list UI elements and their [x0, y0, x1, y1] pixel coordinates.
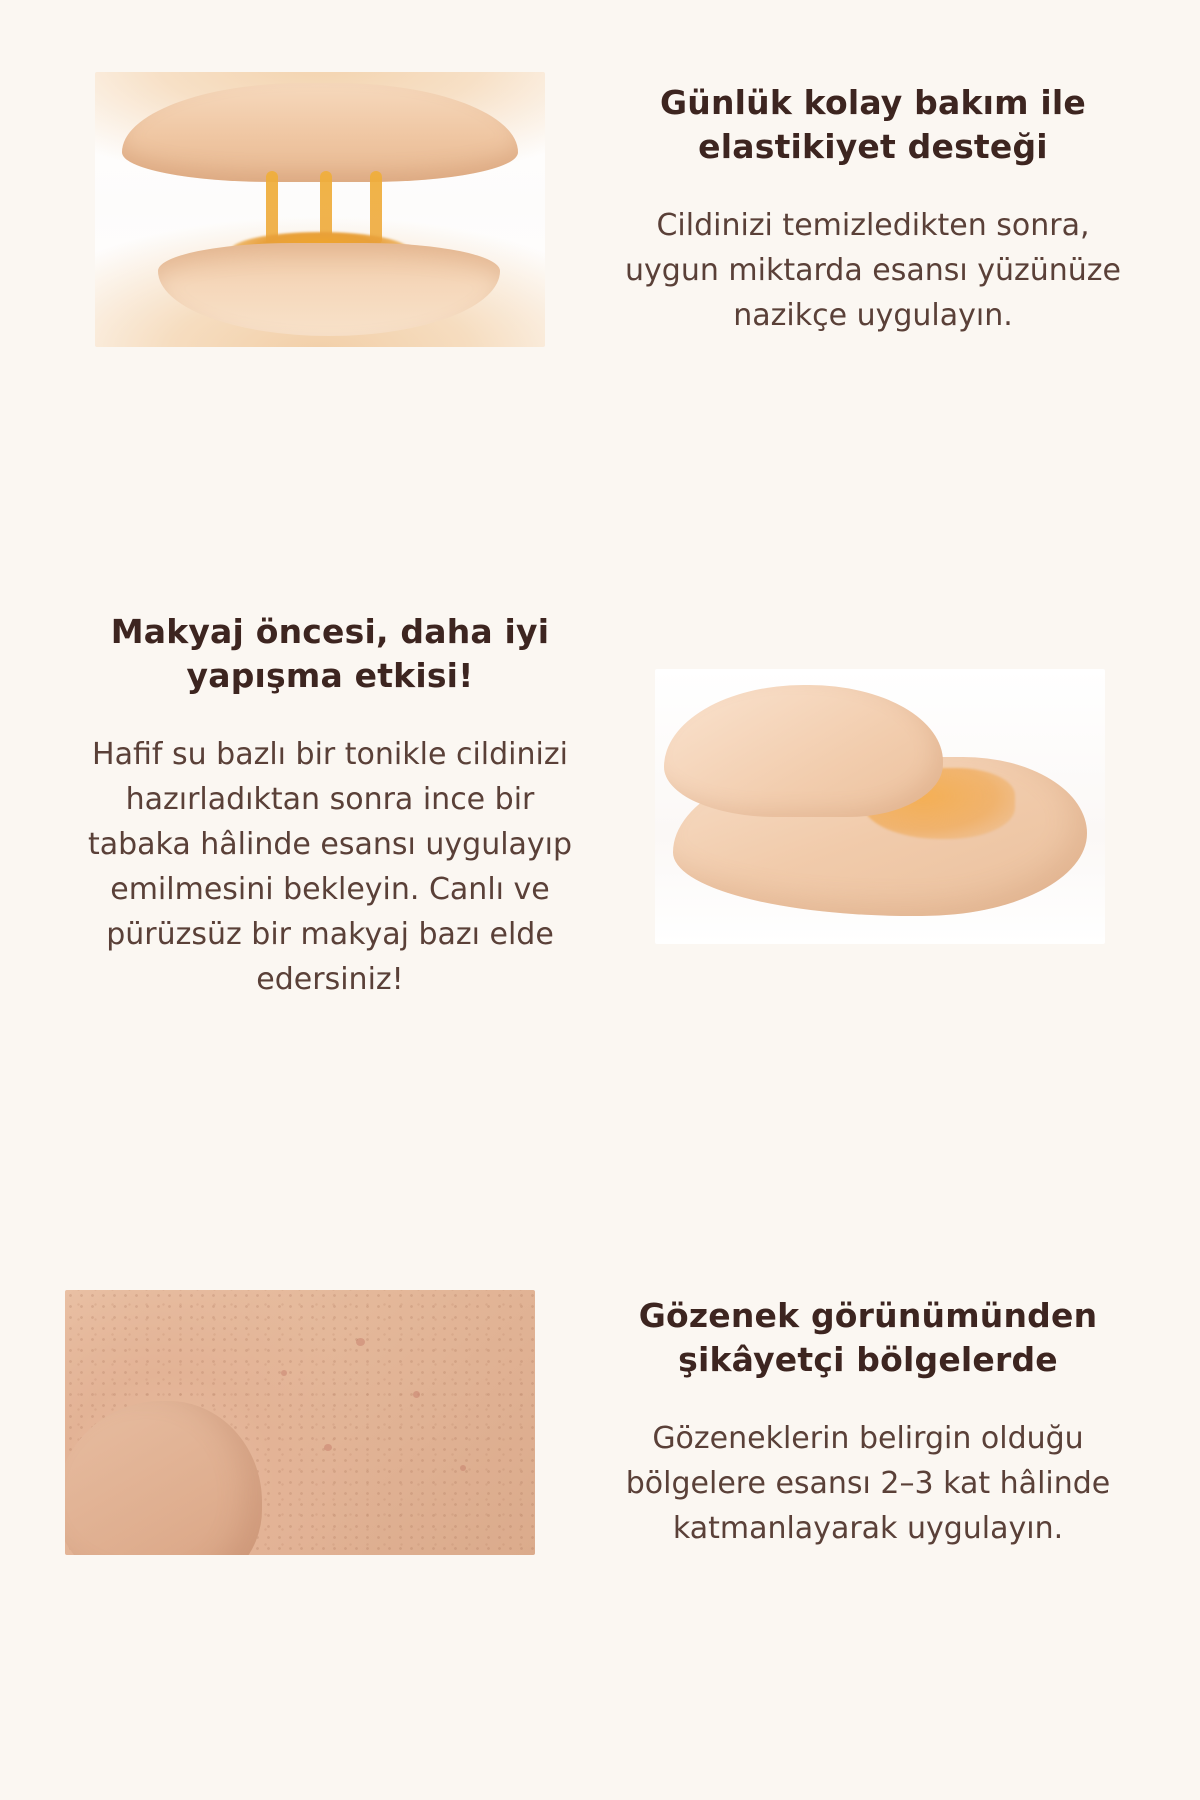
blemish-5: [281, 1370, 287, 1376]
section-pore-care: [40, 1290, 1160, 1555]
blemish-2: [413, 1391, 420, 1398]
blemish-3: [324, 1444, 332, 1451]
section-daily-care-media: [60, 72, 580, 347]
section-pore-care-media: [40, 1290, 560, 1555]
blemish-4: [460, 1465, 466, 1471]
section-makeup-base-copy: [60, 610, 620, 1002]
honey-strand-3: [370, 171, 382, 245]
section-makeup-base-body: Hafif su bazlı bir tonikle cildinizi hazırladıktan sonra ince bir tabaka hâlinde esansı uygulayıp emilmesini bekleyin. Canlı ve pürüzsüz bir makyaj bazı elde edersiniz!: [87, 737, 573, 998]
close-up-pores-on-cheek-photo: [65, 1290, 535, 1555]
upper-hand-shape: [122, 83, 518, 182]
section-pore-care-copy: [560, 1294, 1160, 1551]
section-pore-care-heading: Gözenek görünümünden şikâyetçi bölgelerde: [638, 1295, 1098, 1379]
section-daily-care-copy: [580, 81, 1140, 338]
hands-stretching-honey-essence-photo: [95, 72, 545, 347]
section-pore-care-body: Gözeneklerin belirgin olduğu bölgelere esansı 2–3 kat hâlinde katmanlayarak uygulayın.: [625, 1421, 1111, 1547]
section-daily-care-body: Cildinizi temizledikten sonra, uygun miktarda esansı yüzünüze nazikçe uygulayın.: [625, 208, 1121, 334]
section-makeup-base-media: [620, 669, 1140, 944]
essence-applied-on-back-of-hand-photo: [655, 669, 1105, 944]
section-makeup-base: [60, 610, 1140, 1002]
lower-hand-shape: [158, 243, 500, 337]
section-daily-care-heading: Günlük kolay bakım ile elastikiyet desteği: [659, 82, 1087, 166]
section-daily-care: [60, 72, 1140, 347]
section-makeup-base-heading: Makyaj öncesi, daha iyi yapışma etkisi!: [110, 612, 550, 696]
fingers-shape: [664, 685, 943, 817]
